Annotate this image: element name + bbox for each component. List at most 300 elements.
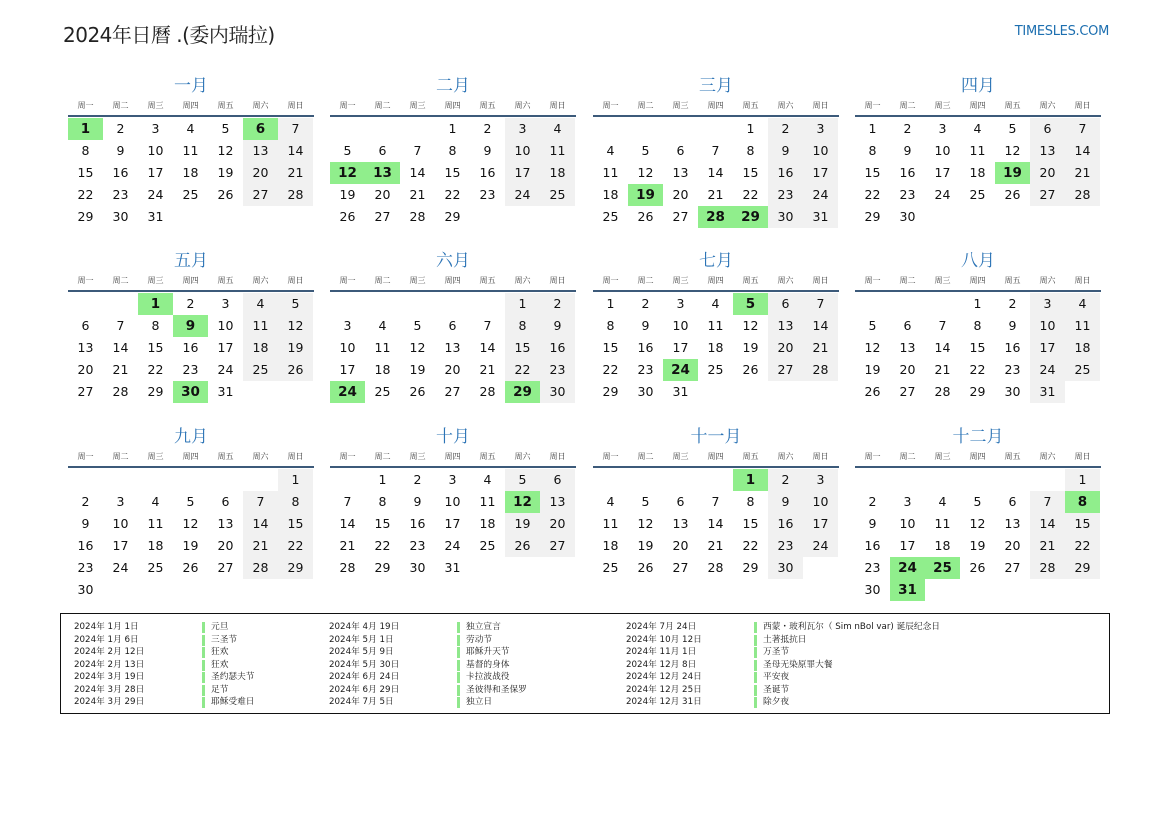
day-cell[interactable]: 3 xyxy=(803,118,838,140)
day-cell[interactable]: 29 xyxy=(742,560,759,575)
day-cell[interactable]: 14 xyxy=(112,340,129,355)
day-cell[interactable]: 3 xyxy=(343,318,352,333)
day-cell[interactable]: 3 xyxy=(448,472,457,487)
day-cell[interactable]: 9 xyxy=(1008,318,1017,333)
day-cell[interactable]: 11 xyxy=(374,340,391,355)
day-cell[interactable]: 5 xyxy=(413,318,422,333)
day-cell[interactable]: 31 xyxy=(803,206,838,228)
day-cell[interactable]: 14 xyxy=(803,315,838,337)
day-cell[interactable]: 26 xyxy=(217,187,234,202)
day-cell[interactable]: 25 xyxy=(969,187,986,202)
day-cell[interactable]: 1 xyxy=(746,121,755,136)
day-cell[interactable]: 4 xyxy=(938,494,947,509)
day-cell[interactable]: 2 xyxy=(868,494,877,509)
day-cell[interactable]: 14 xyxy=(339,516,356,531)
day-cell[interactable]: 30 xyxy=(768,206,803,228)
holiday-day-cell[interactable]: 29 xyxy=(505,381,540,403)
day-cell[interactable]: 20 xyxy=(768,337,803,359)
day-cell[interactable]: 16 xyxy=(182,340,199,355)
day-cell[interactable]: 12 xyxy=(278,315,313,337)
holiday-day-cell[interactable]: 5 xyxy=(733,293,768,315)
day-cell[interactable]: 20 xyxy=(1030,162,1065,184)
day-cell[interactable]: 23 xyxy=(77,560,94,575)
day-cell[interactable]: 3 xyxy=(803,469,838,491)
day-cell[interactable]: 29 xyxy=(1065,557,1100,579)
day-cell[interactable]: 4 xyxy=(711,296,720,311)
day-cell[interactable]: 26 xyxy=(278,359,313,381)
day-cell[interactable]: 5 xyxy=(868,318,877,333)
day-cell[interactable]: 26 xyxy=(637,209,654,224)
holiday-day-cell[interactable]: 12 xyxy=(505,491,540,513)
day-cell[interactable]: 28 xyxy=(1065,184,1100,206)
day-cell[interactable]: 1 xyxy=(378,472,387,487)
day-cell[interactable]: 1 xyxy=(278,469,313,491)
day-cell[interactable]: 30 xyxy=(899,209,916,224)
day-cell[interactable]: 12 xyxy=(969,516,986,531)
day-cell[interactable]: 18 xyxy=(374,362,391,377)
day-cell[interactable]: 18 xyxy=(182,165,199,180)
day-cell[interactable]: 12 xyxy=(742,318,759,333)
day-cell[interactable]: 12 xyxy=(182,516,199,531)
day-cell[interactable]: 2 xyxy=(641,296,650,311)
day-cell[interactable]: 7 xyxy=(803,293,838,315)
day-cell[interactable]: 13 xyxy=(540,491,575,513)
day-cell[interactable]: 24 xyxy=(147,187,164,202)
day-cell[interactable]: 24 xyxy=(444,538,461,553)
day-cell[interactable]: 15 xyxy=(77,165,94,180)
day-cell[interactable]: 26 xyxy=(339,209,356,224)
day-cell[interactable]: 17 xyxy=(934,165,951,180)
day-cell[interactable]: 21 xyxy=(278,162,313,184)
day-cell[interactable]: 2 xyxy=(81,494,90,509)
day-cell[interactable]: 27 xyxy=(1030,184,1065,206)
day-cell[interactable]: 11 xyxy=(602,165,619,180)
day-cell[interactable]: 2 xyxy=(483,121,492,136)
day-cell[interactable]: 13 xyxy=(768,315,803,337)
day-cell[interactable]: 17 xyxy=(147,165,164,180)
day-cell[interactable]: 26 xyxy=(409,384,426,399)
day-cell[interactable]: 3 xyxy=(676,296,685,311)
day-cell[interactable]: 5 xyxy=(641,494,650,509)
holiday-day-cell[interactable]: 24 xyxy=(890,557,925,579)
day-cell[interactable]: 31 xyxy=(217,384,234,399)
day-cell[interactable]: 18 xyxy=(147,538,164,553)
day-cell[interactable]: 6 xyxy=(81,318,90,333)
day-cell[interactable]: 30 xyxy=(540,381,575,403)
day-cell[interactable]: 23 xyxy=(182,362,199,377)
holiday-day-cell[interactable]: 9 xyxy=(173,315,208,337)
day-cell[interactable]: 11 xyxy=(147,516,164,531)
day-cell[interactable]: 29 xyxy=(969,384,986,399)
day-cell[interactable]: 20 xyxy=(1004,538,1021,553)
day-cell[interactable]: 11 xyxy=(479,494,496,509)
day-cell[interactable]: 6 xyxy=(448,318,457,333)
holiday-day-cell[interactable]: 28 xyxy=(698,206,733,228)
day-cell[interactable]: 22 xyxy=(969,362,986,377)
day-cell[interactable]: 22 xyxy=(742,187,759,202)
day-cell[interactable]: 15 xyxy=(505,337,540,359)
day-cell[interactable]: 25 xyxy=(479,538,496,553)
holiday-day-cell[interactable]: 25 xyxy=(925,557,960,579)
day-cell[interactable]: 7 xyxy=(938,318,947,333)
day-cell[interactable]: 27 xyxy=(374,209,391,224)
day-cell[interactable]: 17 xyxy=(803,162,838,184)
day-cell[interactable]: 2 xyxy=(116,121,125,136)
holiday-day-cell[interactable]: 1 xyxy=(138,293,173,315)
day-cell[interactable]: 17 xyxy=(339,362,356,377)
day-cell[interactable]: 7 xyxy=(278,118,313,140)
day-cell[interactable]: 12 xyxy=(217,143,234,158)
day-cell[interactable]: 26 xyxy=(505,535,540,557)
day-cell[interactable]: 22 xyxy=(505,359,540,381)
day-cell[interactable]: 21 xyxy=(409,187,426,202)
day-cell[interactable]: 17 xyxy=(899,538,916,553)
day-cell[interactable]: 6 xyxy=(676,143,685,158)
day-cell[interactable]: 18 xyxy=(707,340,724,355)
day-cell[interactable]: 19 xyxy=(182,538,199,553)
day-cell[interactable]: 6 xyxy=(903,318,912,333)
day-cell[interactable]: 24 xyxy=(112,560,129,575)
holiday-day-cell[interactable]: 1 xyxy=(68,118,103,140)
day-cell[interactable]: 12 xyxy=(637,165,654,180)
day-cell[interactable]: 25 xyxy=(602,560,619,575)
day-cell[interactable]: 25 xyxy=(182,187,199,202)
day-cell[interactable]: 11 xyxy=(969,143,986,158)
day-cell[interactable]: 27 xyxy=(217,560,234,575)
day-cell[interactable]: 4 xyxy=(151,494,160,509)
day-cell[interactable]: 27 xyxy=(899,384,916,399)
day-cell[interactable]: 28 xyxy=(243,557,278,579)
day-cell[interactable]: 10 xyxy=(505,140,540,162)
day-cell[interactable]: 14 xyxy=(707,516,724,531)
day-cell[interactable]: 10 xyxy=(112,516,129,531)
day-cell[interactable]: 21 xyxy=(479,362,496,377)
day-cell[interactable]: 23 xyxy=(768,184,803,206)
day-cell[interactable]: 29 xyxy=(444,209,461,224)
day-cell[interactable]: 13 xyxy=(1030,140,1065,162)
day-cell[interactable]: 4 xyxy=(186,121,195,136)
day-cell[interactable]: 29 xyxy=(147,384,164,399)
day-cell[interactable]: 24 xyxy=(505,184,540,206)
day-cell[interactable]: 24 xyxy=(217,362,234,377)
day-cell[interactable]: 17 xyxy=(505,162,540,184)
day-cell[interactable]: 13 xyxy=(217,516,234,531)
day-cell[interactable]: 24 xyxy=(1030,359,1065,381)
holiday-day-cell[interactable]: 24 xyxy=(330,381,365,403)
day-cell[interactable]: 19 xyxy=(742,340,759,355)
day-cell[interactable]: 12 xyxy=(1004,143,1021,158)
day-cell[interactable]: 1 xyxy=(448,121,457,136)
day-cell[interactable]: 11 xyxy=(1065,315,1100,337)
day-cell[interactable]: 5 xyxy=(641,143,650,158)
day-cell[interactable]: 15 xyxy=(969,340,986,355)
day-cell[interactable]: 30 xyxy=(768,557,803,579)
day-cell[interactable]: 12 xyxy=(409,340,426,355)
day-cell[interactable]: 4 xyxy=(606,494,615,509)
day-cell[interactable]: 13 xyxy=(1004,516,1021,531)
day-cell[interactable]: 8 xyxy=(278,491,313,513)
day-cell[interactable]: 24 xyxy=(934,187,951,202)
day-cell[interactable]: 21 xyxy=(707,187,724,202)
day-cell[interactable]: 13 xyxy=(672,516,689,531)
day-cell[interactable]: 29 xyxy=(374,560,391,575)
day-cell[interactable]: 26 xyxy=(969,560,986,575)
holiday-day-cell[interactable]: 31 xyxy=(890,579,925,601)
day-cell[interactable]: 7 xyxy=(243,491,278,513)
day-cell[interactable]: 4 xyxy=(483,472,492,487)
day-cell[interactable]: 20 xyxy=(217,538,234,553)
day-cell[interactable]: 27 xyxy=(77,384,94,399)
day-cell[interactable]: 26 xyxy=(742,362,759,377)
day-cell[interactable]: 14 xyxy=(479,340,496,355)
day-cell[interactable]: 19 xyxy=(969,538,986,553)
day-cell[interactable]: 21 xyxy=(243,535,278,557)
day-cell[interactable]: 3 xyxy=(505,118,540,140)
day-cell[interactable]: 3 xyxy=(1030,293,1065,315)
day-cell[interactable]: 20 xyxy=(243,162,278,184)
day-cell[interactable]: 23 xyxy=(637,362,654,377)
day-cell[interactable]: 30 xyxy=(77,582,94,597)
day-cell[interactable]: 25 xyxy=(707,362,724,377)
day-cell[interactable]: 19 xyxy=(637,538,654,553)
day-cell[interactable]: 16 xyxy=(77,538,94,553)
day-cell[interactable]: 19 xyxy=(409,362,426,377)
day-cell[interactable]: 1 xyxy=(1065,469,1100,491)
day-cell[interactable]: 10 xyxy=(803,491,838,513)
day-cell[interactable]: 30 xyxy=(1004,384,1021,399)
day-cell[interactable]: 9 xyxy=(413,494,422,509)
day-cell[interactable]: 9 xyxy=(903,143,912,158)
day-cell[interactable]: 9 xyxy=(768,491,803,513)
day-cell[interactable]: 28 xyxy=(934,384,951,399)
day-cell[interactable]: 18 xyxy=(602,187,619,202)
day-cell[interactable]: 15 xyxy=(864,165,881,180)
day-cell[interactable]: 7 xyxy=(711,494,720,509)
day-cell[interactable]: 27 xyxy=(243,184,278,206)
day-cell[interactable]: 31 xyxy=(672,384,689,399)
day-cell[interactable]: 18 xyxy=(602,538,619,553)
day-cell[interactable]: 1 xyxy=(505,293,540,315)
day-cell[interactable]: 28 xyxy=(409,209,426,224)
day-cell[interactable]: 5 xyxy=(1008,121,1017,136)
day-cell[interactable]: 5 xyxy=(973,494,982,509)
day-cell[interactable]: 11 xyxy=(602,516,619,531)
holiday-day-cell[interactable]: 19 xyxy=(995,162,1030,184)
day-cell[interactable]: 28 xyxy=(339,560,356,575)
day-cell[interactable]: 16 xyxy=(864,538,881,553)
day-cell[interactable]: 17 xyxy=(112,538,129,553)
day-cell[interactable]: 27 xyxy=(672,560,689,575)
day-cell[interactable]: 4 xyxy=(243,293,278,315)
day-cell[interactable]: 25 xyxy=(602,209,619,224)
day-cell[interactable]: 25 xyxy=(1065,359,1100,381)
day-cell[interactable]: 20 xyxy=(540,513,575,535)
day-cell[interactable]: 2 xyxy=(903,121,912,136)
day-cell[interactable]: 3 xyxy=(903,494,912,509)
day-cell[interactable]: 9 xyxy=(868,516,877,531)
day-cell[interactable]: 28 xyxy=(707,560,724,575)
day-cell[interactable]: 23 xyxy=(768,535,803,557)
day-cell[interactable]: 16 xyxy=(637,340,654,355)
day-cell[interactable]: 19 xyxy=(217,165,234,180)
day-cell[interactable]: 8 xyxy=(81,143,90,158)
day-cell[interactable]: 16 xyxy=(112,165,129,180)
day-cell[interactable]: 8 xyxy=(505,315,540,337)
holiday-day-cell[interactable]: 19 xyxy=(628,184,663,206)
day-cell[interactable]: 22 xyxy=(278,535,313,557)
day-cell[interactable]: 25 xyxy=(374,384,391,399)
day-cell[interactable]: 21 xyxy=(112,362,129,377)
day-cell[interactable]: 4 xyxy=(540,118,575,140)
day-cell[interactable]: 31 xyxy=(147,209,164,224)
day-cell[interactable]: 21 xyxy=(1065,162,1100,184)
day-cell[interactable]: 8 xyxy=(151,318,160,333)
day-cell[interactable]: 26 xyxy=(182,560,199,575)
day-cell[interactable]: 2 xyxy=(413,472,422,487)
day-cell[interactable]: 21 xyxy=(707,538,724,553)
day-cell[interactable]: 6 xyxy=(540,469,575,491)
day-cell[interactable]: 8 xyxy=(746,494,755,509)
day-cell[interactable]: 14 xyxy=(278,140,313,162)
day-cell[interactable]: 18 xyxy=(969,165,986,180)
day-cell[interactable]: 14 xyxy=(707,165,724,180)
day-cell[interactable]: 19 xyxy=(278,337,313,359)
day-cell[interactable]: 10 xyxy=(934,143,951,158)
day-cell[interactable]: 16 xyxy=(768,513,803,535)
day-cell[interactable]: 22 xyxy=(374,538,391,553)
day-cell[interactable]: 7 xyxy=(711,143,720,158)
day-cell[interactable]: 17 xyxy=(444,516,461,531)
holiday-day-cell[interactable]: 1 xyxy=(733,469,768,491)
day-cell[interactable]: 9 xyxy=(768,140,803,162)
holiday-day-cell[interactable]: 30 xyxy=(173,381,208,403)
day-cell[interactable]: 14 xyxy=(1065,140,1100,162)
day-cell[interactable]: 15 xyxy=(742,165,759,180)
day-cell[interactable]: 5 xyxy=(505,469,540,491)
day-cell[interactable]: 27 xyxy=(540,535,575,557)
day-cell[interactable]: 17 xyxy=(803,513,838,535)
day-cell[interactable]: 3 xyxy=(221,296,230,311)
day-cell[interactable]: 3 xyxy=(151,121,160,136)
day-cell[interactable]: 10 xyxy=(339,340,356,355)
day-cell[interactable]: 15 xyxy=(278,513,313,535)
day-cell[interactable]: 15 xyxy=(742,516,759,531)
day-cell[interactable]: 9 xyxy=(641,318,650,333)
day-cell[interactable]: 23 xyxy=(112,187,129,202)
day-cell[interactable]: 3 xyxy=(116,494,125,509)
day-cell[interactable]: 10 xyxy=(803,140,838,162)
day-cell[interactable]: 18 xyxy=(243,337,278,359)
day-cell[interactable]: 16 xyxy=(1004,340,1021,355)
day-cell[interactable]: 12 xyxy=(864,340,881,355)
day-cell[interactable]: 25 xyxy=(243,359,278,381)
day-cell[interactable]: 13 xyxy=(243,140,278,162)
holiday-day-cell[interactable]: 12 xyxy=(330,162,365,184)
day-cell[interactable]: 17 xyxy=(1030,337,1065,359)
day-cell[interactable]: 20 xyxy=(672,187,689,202)
day-cell[interactable]: 29 xyxy=(77,209,94,224)
day-cell[interactable]: 20 xyxy=(374,187,391,202)
day-cell[interactable]: 8 xyxy=(746,143,755,158)
day-cell[interactable]: 6 xyxy=(676,494,685,509)
day-cell[interactable]: 21 xyxy=(339,538,356,553)
day-cell[interactable]: 16 xyxy=(899,165,916,180)
holiday-day-cell[interactable]: 13 xyxy=(365,162,400,184)
day-cell[interactable]: 26 xyxy=(637,560,654,575)
day-cell[interactable]: 13 xyxy=(444,340,461,355)
day-cell[interactable]: 12 xyxy=(637,516,654,531)
day-cell[interactable]: 7 xyxy=(116,318,125,333)
day-cell[interactable]: 7 xyxy=(343,494,352,509)
day-cell[interactable]: 11 xyxy=(540,140,575,162)
day-cell[interactable]: 27 xyxy=(768,359,803,381)
day-cell[interactable]: 16 xyxy=(768,162,803,184)
day-cell[interactable]: 18 xyxy=(934,538,951,553)
day-cell[interactable]: 22 xyxy=(147,362,164,377)
day-cell[interactable]: 20 xyxy=(77,362,94,377)
day-cell[interactable]: 17 xyxy=(672,340,689,355)
day-cell[interactable]: 10 xyxy=(444,494,461,509)
day-cell[interactable]: 7 xyxy=(483,318,492,333)
day-cell[interactable]: 30 xyxy=(637,384,654,399)
day-cell[interactable]: 27 xyxy=(1004,560,1021,575)
day-cell[interactable]: 2 xyxy=(768,469,803,491)
day-cell[interactable]: 25 xyxy=(540,184,575,206)
holiday-day-cell[interactable]: 29 xyxy=(733,206,768,228)
day-cell[interactable]: 9 xyxy=(116,143,125,158)
holiday-day-cell[interactable]: 8 xyxy=(1065,491,1100,513)
day-cell[interactable]: 23 xyxy=(409,538,426,553)
day-cell[interactable]: 28 xyxy=(803,359,838,381)
day-cell[interactable]: 9 xyxy=(81,516,90,531)
day-cell[interactable]: 10 xyxy=(672,318,689,333)
day-cell[interactable]: 6 xyxy=(221,494,230,509)
day-cell[interactable]: 20 xyxy=(444,362,461,377)
day-cell[interactable]: 22 xyxy=(742,538,759,553)
day-cell[interactable]: 30 xyxy=(112,209,129,224)
day-cell[interactable]: 21 xyxy=(1030,535,1065,557)
day-cell[interactable]: 5 xyxy=(278,293,313,315)
day-cell[interactable]: 8 xyxy=(606,318,615,333)
day-cell[interactable]: 11 xyxy=(182,143,199,158)
day-cell[interactable]: 15 xyxy=(444,165,461,180)
day-cell[interactable]: 23 xyxy=(479,187,496,202)
day-cell[interactable]: 6 xyxy=(1008,494,1017,509)
day-cell[interactable]: 25 xyxy=(147,560,164,575)
day-cell[interactable]: 10 xyxy=(1030,315,1065,337)
day-cell[interactable]: 11 xyxy=(707,318,724,333)
day-cell[interactable]: 23 xyxy=(1004,362,1021,377)
day-cell[interactable]: 1 xyxy=(606,296,615,311)
day-cell[interactable]: 28 xyxy=(112,384,129,399)
day-cell[interactable]: 15 xyxy=(1065,513,1100,535)
day-cell[interactable]: 20 xyxy=(672,538,689,553)
holiday-day-cell[interactable]: 6 xyxy=(243,118,278,140)
day-cell[interactable]: 22 xyxy=(1065,535,1100,557)
day-cell[interactable]: 10 xyxy=(147,143,164,158)
day-cell[interactable]: 31 xyxy=(1030,381,1065,403)
day-cell[interactable]: 26 xyxy=(1004,187,1021,202)
day-cell[interactable]: 5 xyxy=(186,494,195,509)
day-cell[interactable]: 3 xyxy=(938,121,947,136)
day-cell[interactable]: 15 xyxy=(602,340,619,355)
day-cell[interactable]: 27 xyxy=(672,209,689,224)
day-cell[interactable]: 18 xyxy=(540,162,575,184)
day-cell[interactable]: 4 xyxy=(606,143,615,158)
day-cell[interactable]: 4 xyxy=(1065,293,1100,315)
day-cell[interactable]: 17 xyxy=(217,340,234,355)
day-cell[interactable]: 13 xyxy=(899,340,916,355)
